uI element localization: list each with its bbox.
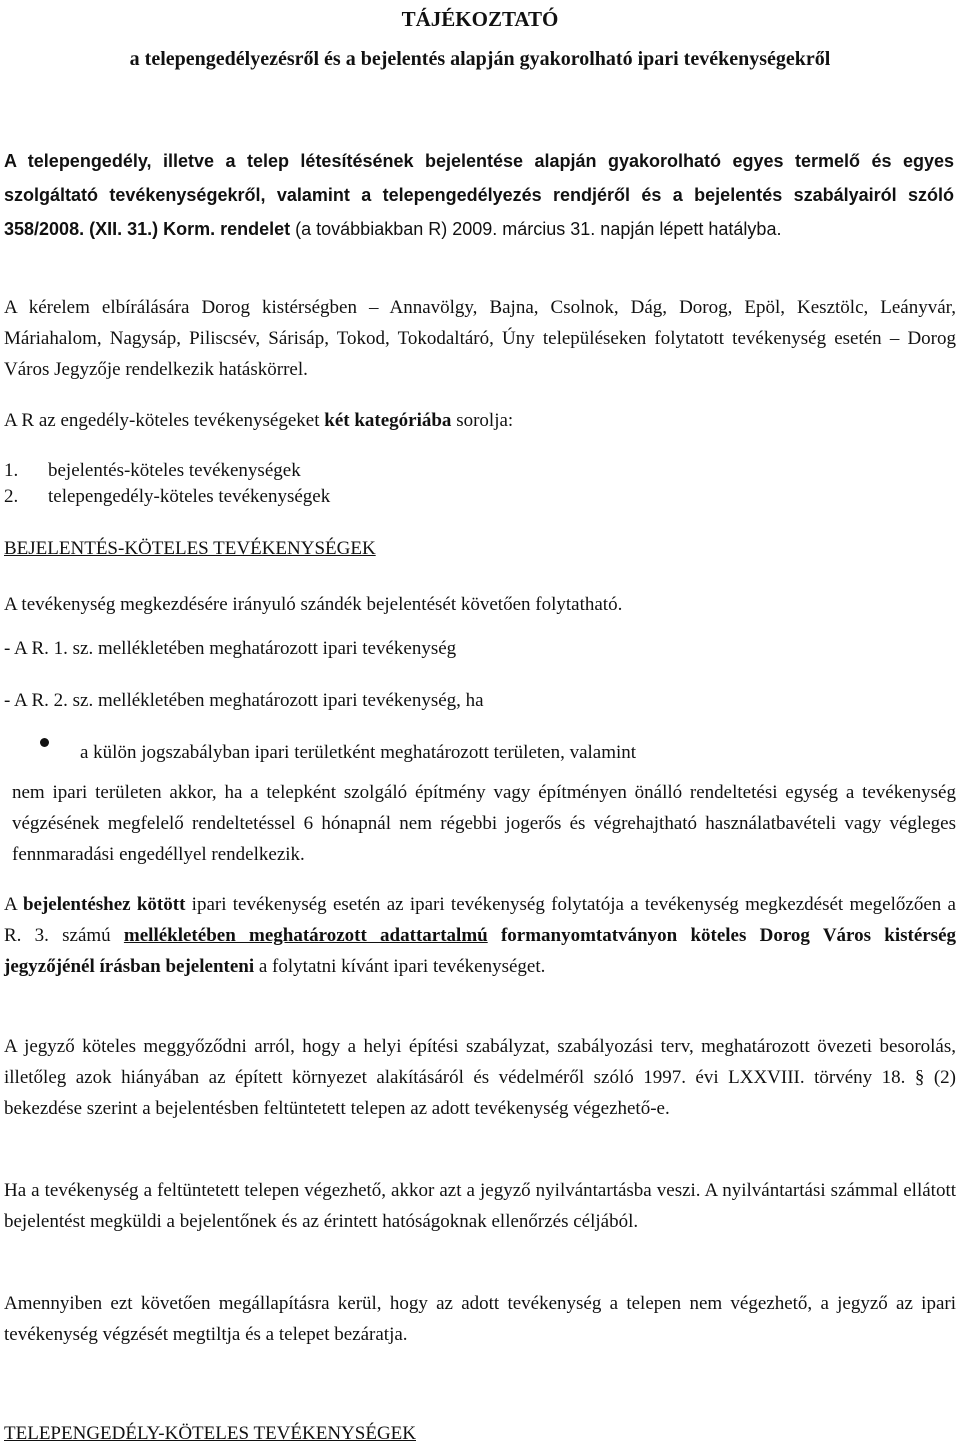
jurisdiction-paragraph: A kérelem elbírálására Dorog kistérségben – Annavölgy, Bajna, Csolnok, Dág, Dorog, Epöl, Kesztölc, Leányvár, Máriahalom, Nagysáp, Piliscsév, Sárisáp, Tokod, Tokodaltáró, Úny településeken folytatott tevékenység esetén – Dorog Város Jegyzője rendelkezik hatáskörrel. xyxy=(4,297,956,380)
list-item-text: bejelentés-köteles tevékenységek xyxy=(48,460,301,481)
nonindustrial-paragraph: nem ipari területen akkor, ha a telepként szolgáló építmény vagy építményen önálló rendeltetési egység a tevékenység végzésének megfelelő rendeltetéssel 6 hónapnál nem régebbi jogerős és végrehajtható használatbavételi vagy végleges fennmaradási engedéllyel rendelkezik. xyxy=(12,782,956,865)
notification-text-2: ipari tevékenység esetén az ipari tevékenység folytatója a tevékenység megkezdését megelőzően a R. 3. számú xyxy=(4,894,956,946)
verify-paragraph: A jegyző köteles meggyőződni arról, hogy a helyi építési szabályzat, szabályozási terv, meghatározott övezeti besorolás, illetőleg azok hiányában az épített környezet alakításáról és védelméről szóló 1997. évi LXXVIII. törvény 18. § (2) bekezdése szerint a bejelentésben feltüntetett telepen az adott tevékenység végezhető-e. xyxy=(4,1036,956,1119)
categories-intro xyxy=(4,405,956,436)
categories-intro-bold: két kategóriába xyxy=(324,410,452,431)
intro-regulation-title: A telepengedély, illetve a telep létesítésének bejelentése alapján gyakorolható egyes termelő és egyes szolgáltató tevékenységekről, valamint a telepengedélyezés rendjéről és a bejelentés szabályairól szóló 358/2008. (XII. 31.) Korm. rendelet xyxy=(4,151,954,239)
document-subtitle: a telepengedélyezésről és a bejelentés alapján gyakorolható ipari tevékenységekről xyxy=(129,48,831,70)
bullet-item: a külön jogszabályban ipari területként meghatározott területen, valamint xyxy=(80,742,637,763)
list-item xyxy=(4,483,18,510)
list-item-number: 1. xyxy=(4,460,19,481)
document-title: TÁJÉKOZTATÓ xyxy=(401,7,559,31)
section-heading-permit: TELEPENGEDÉLY-KÖTELES TEVÉKENYSÉGEK xyxy=(4,1423,416,1444)
intro-effective-date: (a továbbiakban R) 2009. március 31. napján lépett hatályba. xyxy=(290,219,782,239)
categories-intro-pre: A R az engedély-köteles tevékenységeket xyxy=(4,410,325,431)
intro-paragraph xyxy=(4,144,954,246)
bullet-icon xyxy=(40,738,49,747)
notification-underlined: mellékletében meghatározott adattartalmú xyxy=(123,925,488,946)
list-item-number: 2. xyxy=(4,486,19,507)
register-paragraph: Ha a tevékenység a feltüntetett telepen végezhető, akkor azt a jegyző nyilvántartásba veszi. A nyilvántartási számmal ellátott bejelentést megküldi a bejelentőnek és az érintett hatóságoknak ellenőrzés céljából. xyxy=(4,1180,956,1232)
section1-text: A tevékenység megkezdésére irányuló szándék bejelentését követően folytatható. xyxy=(4,594,623,615)
notification-text-1: A xyxy=(4,894,23,915)
list-item xyxy=(4,457,18,484)
notification-paragraph xyxy=(4,889,956,982)
section-heading-notification: BEJELENTÉS-KÖTELES TEVÉKENYSÉGEK xyxy=(4,538,376,559)
list-item-text: telepengedély-köteles tevékenységek xyxy=(48,486,331,507)
categories-intro-post: sorolja: xyxy=(451,410,514,431)
notification-text-3: a folytatni kívánt ipari tevékenységet. xyxy=(254,956,546,977)
notification-space xyxy=(488,925,501,946)
notification-bold-1: bejelentéshez kötött xyxy=(22,894,186,915)
prohibit-paragraph: Amennyiben ezt követően megállapításra kerül, hogy az adott tevékenység a telepen nem végezhető, a jegyző az ipari tevékenység végzését megtiltja és a telepet bezáratja. xyxy=(4,1293,956,1345)
annex2-item: - A R. 2. sz. mellékletében meghatározott ipari tevékenység, ha xyxy=(4,690,484,711)
notification-bold-2: formanyomtatványon köteles Dorog Város kistérség jegyzőjénél írásban bejelenteni xyxy=(4,925,957,977)
annex1-item: - A R. 1. sz. mellékletében meghatározott ipari tevékenység xyxy=(4,638,457,659)
